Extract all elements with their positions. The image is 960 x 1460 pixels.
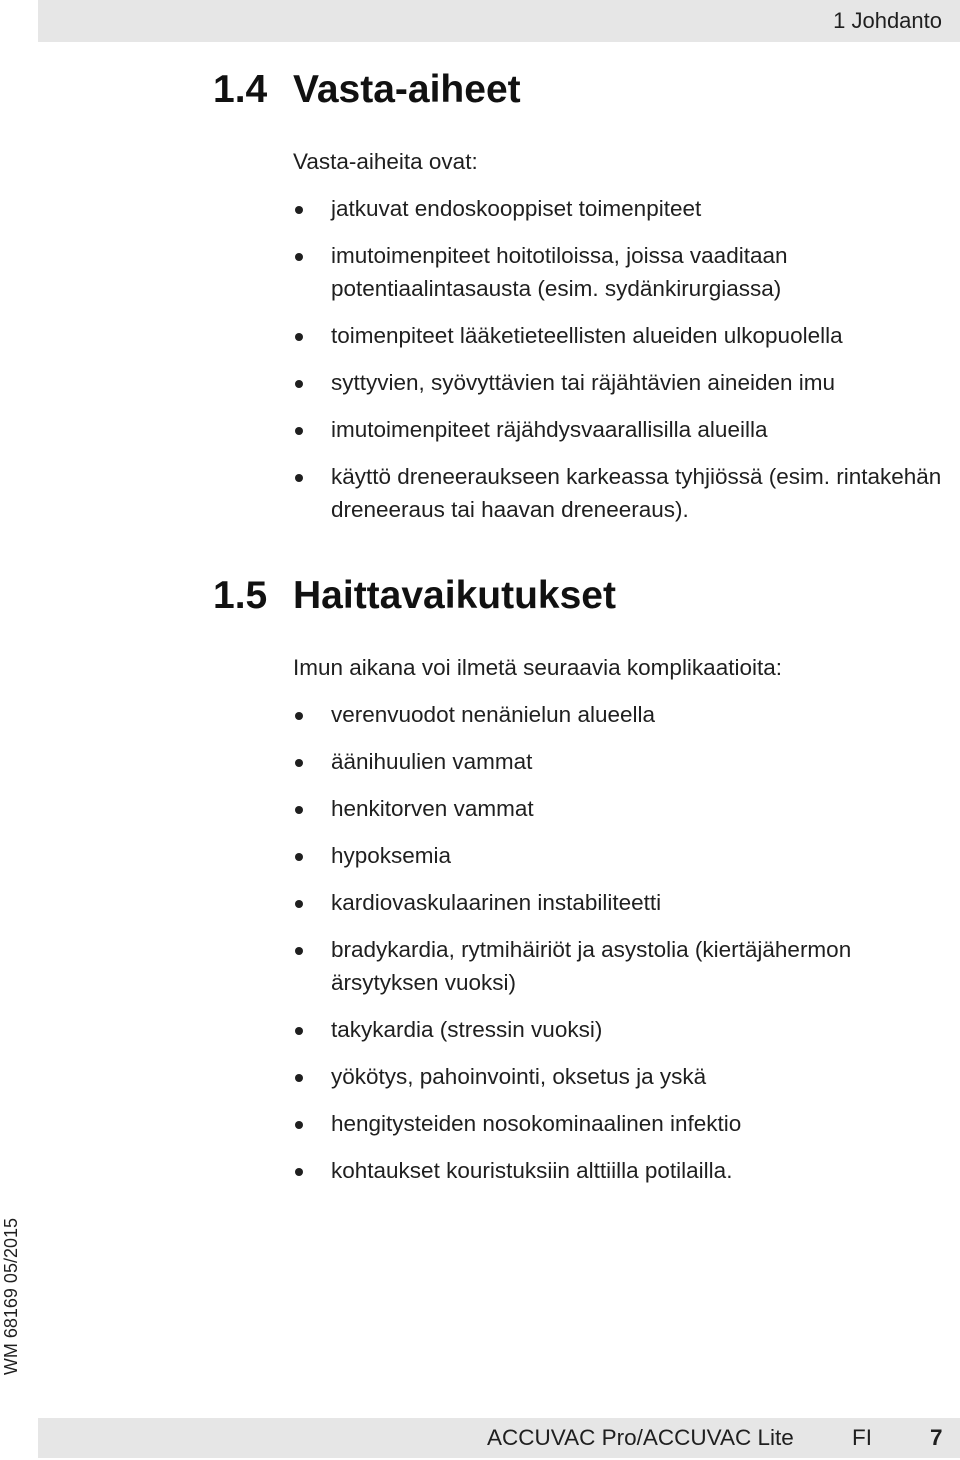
section-intro: Imun aikana voi ilmetä seuraavia komplikaatioita: [293, 655, 782, 680]
list-item [293, 698, 943, 731]
section-heading-adverse-effects [213, 573, 616, 619]
list-item-text: yökötys, pahoinvointi, oksetus ja yskä [331, 1064, 707, 1089]
list-item [293, 460, 943, 526]
list-item-text: toimenpiteet lääketieteellisten alueiden ulkopuolella [331, 323, 843, 348]
list-item-text: jatkuvat endoskooppiset toimenpiteet [331, 196, 702, 221]
bullet-icon [295, 1027, 303, 1035]
list-item-text-continued: dreneeraus tai haavan dreneeraus). [331, 497, 689, 522]
list-item-text: äänihuulien vammat [331, 749, 533, 774]
list-item-text: syttyvien, syövyttävien tai räjähtävien aineiden imu [331, 370, 836, 395]
bullet-icon [295, 1121, 303, 1129]
bullet-icon [295, 333, 303, 341]
section-title: Vasta-aiheet [293, 68, 521, 111]
list-item [293, 1013, 943, 1046]
section-intro: Vasta-aiheita ovat: [293, 149, 478, 174]
bullet-icon [295, 900, 303, 908]
bullet-icon [295, 474, 303, 482]
language-code: FI [852, 1425, 872, 1450]
bullet-icon [295, 206, 303, 214]
adverse-effects-list [293, 698, 943, 1201]
list-item-text: takykardia (stressin vuoksi) [331, 1017, 603, 1042]
bullet-icon [295, 253, 303, 261]
list-item-text: käyttö dreneeraukseen karkeassa tyhjiössä (esim. rintakehän [331, 464, 942, 489]
list-item [293, 1154, 943, 1187]
list-item [293, 413, 943, 446]
list-item [293, 886, 943, 919]
bullet-icon [295, 1074, 303, 1082]
list-item-text-continued: potentiaalintasausta (esim. sydänkirurgiassa) [331, 276, 782, 301]
list-item-text: kardiovaskulaarinen instabiliteetti [331, 890, 662, 915]
bullet-icon [295, 1168, 303, 1176]
document-code: WM 68169 05/2015 [1, 1218, 21, 1376]
page-number: 7 [930, 1425, 943, 1450]
section-number: 1.5 [213, 574, 268, 617]
section-heading-contraindications [213, 67, 521, 113]
list-item-text: imutoimenpiteet hoitotiloissa, joissa vaaditaan [331, 243, 788, 268]
bullet-icon [295, 947, 303, 955]
list-item [293, 1060, 943, 1093]
section-title: Haittavaikutukset [293, 574, 616, 617]
list-item [293, 366, 943, 399]
list-item-text: hypoksemia [331, 843, 452, 868]
bullet-icon [295, 427, 303, 435]
list-item [293, 239, 943, 305]
list-item [293, 933, 943, 999]
list-item-text: bradykardia, rytmihäiriöt ja asystolia (kiertäjähermon [331, 937, 852, 962]
running-footer [38, 1418, 960, 1458]
bullet-icon [295, 380, 303, 388]
list-item-text-continued: ärsytyksen vuoksi) [331, 970, 517, 995]
list-item-text: henkitorven vammat [331, 796, 534, 821]
list-item [293, 1107, 943, 1140]
list-item [293, 745, 943, 778]
list-item [293, 839, 943, 872]
list-item-text: kohtaukset kouristuksiin alttiilla potilailla. [331, 1158, 733, 1183]
chapter-label: 1 Johdanto [833, 8, 942, 33]
bullet-icon [295, 759, 303, 767]
list-item [293, 192, 943, 225]
list-item [293, 792, 943, 825]
bullet-icon [295, 806, 303, 814]
list-item-text: imutoimenpiteet räjähdysvaarallisilla alueilla [331, 417, 768, 442]
list-item [293, 319, 943, 352]
list-item-text: verenvuodot nenänielun alueella [331, 702, 656, 727]
product-name: ACCUVAC Pro/ACCUVAC Lite [487, 1425, 794, 1450]
bullet-icon [295, 853, 303, 861]
bullet-icon [295, 712, 303, 720]
section-number: 1.4 [213, 68, 268, 111]
running-header [38, 0, 960, 42]
list-item-text: hengitysteiden nosokominaalinen infektio [331, 1111, 742, 1136]
contraindications-list [293, 192, 943, 540]
